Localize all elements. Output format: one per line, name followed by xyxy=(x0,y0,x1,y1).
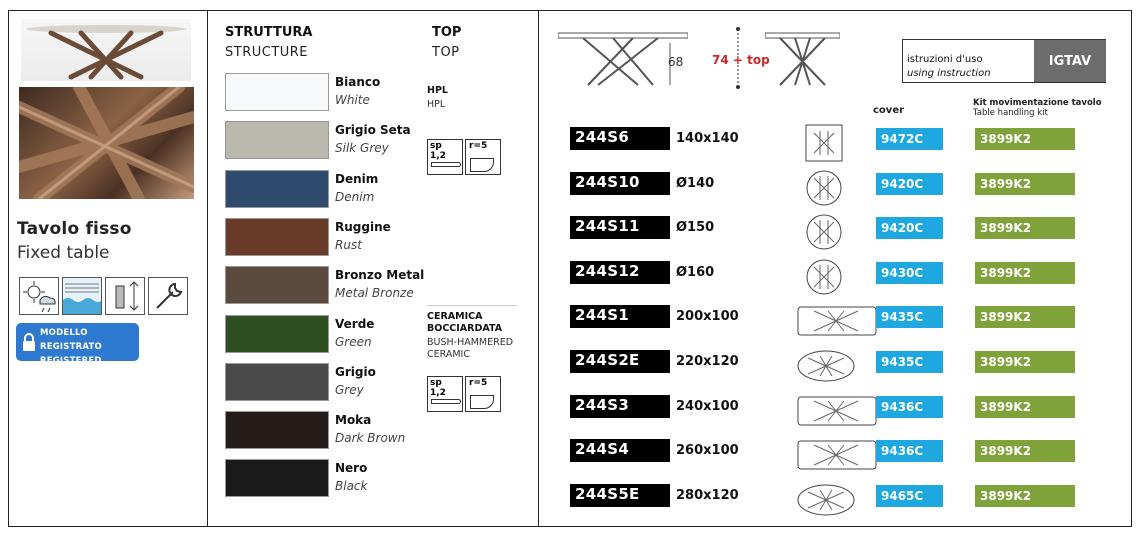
product-row xyxy=(570,168,1130,208)
kit-code: 3899K2 xyxy=(975,217,1075,239)
product-code: 244S1 xyxy=(570,305,670,328)
ceramic-thickness-label: sp 1,2 xyxy=(430,378,446,398)
kit-code: 3899K2 xyxy=(975,173,1075,195)
product-title: Tavolo fisso xyxy=(17,219,132,239)
cover-code: 9420C xyxy=(876,173,943,195)
table-shape-icon xyxy=(800,168,848,208)
instructions-code[interactable]: IGTAV xyxy=(1034,40,1106,82)
cover-code: 9435C xyxy=(876,351,943,373)
product-row xyxy=(570,212,1130,252)
finish-name-en: Metal Bronze xyxy=(335,286,414,301)
product-code: 244S6 xyxy=(570,127,670,150)
cover-code: 9430C xyxy=(876,262,943,284)
top-header-en: TOP xyxy=(432,45,460,60)
color-swatch xyxy=(225,170,329,208)
feature-icons xyxy=(19,277,188,315)
product-row xyxy=(570,480,1130,520)
cover-column-header: cover xyxy=(873,105,905,116)
finish-name-en: White xyxy=(335,93,370,107)
hpl-label-en: HPL xyxy=(427,99,446,110)
color-swatch xyxy=(225,121,329,159)
cover-code: 9420C xyxy=(876,217,943,239)
finish-name: Grigio Seta xyxy=(335,123,411,138)
tools-icon xyxy=(148,277,188,315)
finish-name: Nero xyxy=(335,461,368,476)
color-swatch xyxy=(225,363,329,401)
ceramic-radius-profile xyxy=(465,376,501,412)
finish-row xyxy=(225,73,525,113)
product-code: 244S10 xyxy=(570,172,670,195)
catalog-sheet xyxy=(8,10,1132,527)
hpl-radius-profile xyxy=(465,139,501,175)
finish-row xyxy=(225,218,525,258)
product-size: 260x100 xyxy=(676,443,739,459)
finish-name: Verde xyxy=(335,316,375,331)
cover-code: 9435C xyxy=(876,306,943,328)
finishes-panel xyxy=(209,11,539,526)
table-shape-icon xyxy=(800,212,848,252)
kit-column-header: Kit movimentazione tavolo xyxy=(973,98,1102,108)
kit-code: 3899K2 xyxy=(975,306,1075,328)
finish-row xyxy=(225,170,525,210)
product-row xyxy=(570,391,1130,431)
finish-name: Denim xyxy=(335,171,379,186)
product-overview xyxy=(9,11,208,526)
product-code: 244S11 xyxy=(570,216,670,239)
instructions-box[interactable] xyxy=(902,39,1106,83)
kit-column-header-en: Table handling kit xyxy=(973,108,1048,118)
kit-code: 3899K2 xyxy=(975,262,1075,284)
product-subtitle: Fixed table xyxy=(17,243,110,263)
hpl-label: HPL xyxy=(427,85,448,96)
color-swatch xyxy=(225,459,329,497)
finish-name-en: Green xyxy=(335,334,372,349)
product-code: 244S4 xyxy=(570,439,670,462)
structure-header: STRUTTURA xyxy=(225,25,313,40)
cover-code: 9436C xyxy=(876,440,943,462)
product-size: 140x140 xyxy=(676,131,739,146)
product-row xyxy=(570,123,1130,163)
finish-name: Moka xyxy=(335,413,372,428)
instructions-label-en: using instruction xyxy=(907,68,991,79)
finish-name: Ruggine xyxy=(335,219,391,234)
finish-name-en: Black xyxy=(335,479,368,494)
lock-icon xyxy=(22,332,36,352)
top-divider xyxy=(427,305,517,306)
registered-model-badge xyxy=(16,323,139,380)
cover-code: 9465C xyxy=(876,485,943,507)
finish-name: Bronzo Metal xyxy=(335,268,425,283)
finish-name: Grigio xyxy=(335,364,376,379)
product-size: 200x100 xyxy=(676,309,739,325)
ceramic-thickness-profile xyxy=(427,376,463,412)
product-code: 244S12 xyxy=(570,261,670,284)
table-shape-icon xyxy=(800,257,848,297)
color-swatch xyxy=(225,266,329,304)
finish-row xyxy=(225,266,525,306)
finish-name-en: Dark Brown xyxy=(335,431,406,446)
water-resistant-icon xyxy=(62,277,102,315)
leg-height-label: 68 xyxy=(668,55,684,69)
product-row xyxy=(570,257,1130,297)
product-size: 240x100 xyxy=(676,398,739,414)
color-swatch xyxy=(225,315,329,353)
hpl-thickness-label: sp 1,2 xyxy=(430,141,446,161)
top-header: TOP xyxy=(432,25,462,40)
cover-code: 9436C xyxy=(876,396,943,418)
product-size: Ø140 xyxy=(676,175,715,191)
finish-name-en: Grey xyxy=(335,382,364,397)
table-shape-icon xyxy=(796,346,856,386)
codes-panel xyxy=(540,11,1131,526)
product-size: Ø160 xyxy=(676,264,715,280)
registered-model-label-en: REGISTERED MODEL xyxy=(40,356,102,380)
total-height-label: 74 + top xyxy=(712,53,770,67)
kit-code: 3899K2 xyxy=(975,396,1075,418)
kit-code: 3899K2 xyxy=(975,440,1075,462)
kit-code: 3899K2 xyxy=(975,128,1075,150)
ceramic-label: CERAMICA BOCCIARDATA xyxy=(427,311,503,334)
table-shape-icon xyxy=(796,435,878,475)
kit-code: 3899K2 xyxy=(975,485,1075,507)
product-size: 280x120 xyxy=(676,487,739,503)
finish-name-en: Rust xyxy=(335,237,362,252)
ceramic-label-en: BUSH-HAMMERED CERAMIC xyxy=(427,337,514,360)
hpl-radius-label: r=5 xyxy=(469,141,488,151)
product-row xyxy=(570,346,1130,386)
cover-code: 9472C xyxy=(876,128,943,150)
finish-row xyxy=(225,411,525,451)
color-swatch xyxy=(225,73,329,111)
product-size: 220x120 xyxy=(676,354,739,369)
instructions-label: istruzioni d'uso xyxy=(907,54,983,65)
product-row xyxy=(570,435,1130,475)
finish-row xyxy=(225,459,525,499)
color-swatch xyxy=(225,411,329,449)
product-code: 244S5E xyxy=(570,484,670,507)
finish-name: Bianco xyxy=(335,75,381,89)
table-shape-icon xyxy=(800,123,848,163)
kit-code: 3899K2 xyxy=(975,351,1075,373)
table-side-photo xyxy=(21,19,191,81)
product-size: Ø150 xyxy=(676,220,715,236)
finish-name-en: Denim xyxy=(335,189,375,204)
table-shape-icon xyxy=(796,301,878,341)
registered-model-label-it: MODELLO REGISTRATO xyxy=(40,328,102,352)
color-swatch xyxy=(225,218,329,256)
structure-header-en: STRUCTURE xyxy=(225,45,309,60)
product-row xyxy=(570,301,1130,341)
product-code: 244S2E xyxy=(570,350,670,373)
table-base-detail-photo xyxy=(19,87,194,199)
weather-outdoor-icon xyxy=(19,277,59,315)
ceramic-radius-label: r=5 xyxy=(469,378,488,388)
front-view-sketch xyxy=(765,27,840,89)
finish-name-en: Silk Grey xyxy=(335,141,389,156)
table-shape-icon xyxy=(796,480,856,520)
height-adjust-icon xyxy=(105,277,145,315)
hpl-thickness-profile xyxy=(427,139,463,175)
product-code: 244S3 xyxy=(570,395,670,418)
table-shape-icon xyxy=(796,391,878,431)
